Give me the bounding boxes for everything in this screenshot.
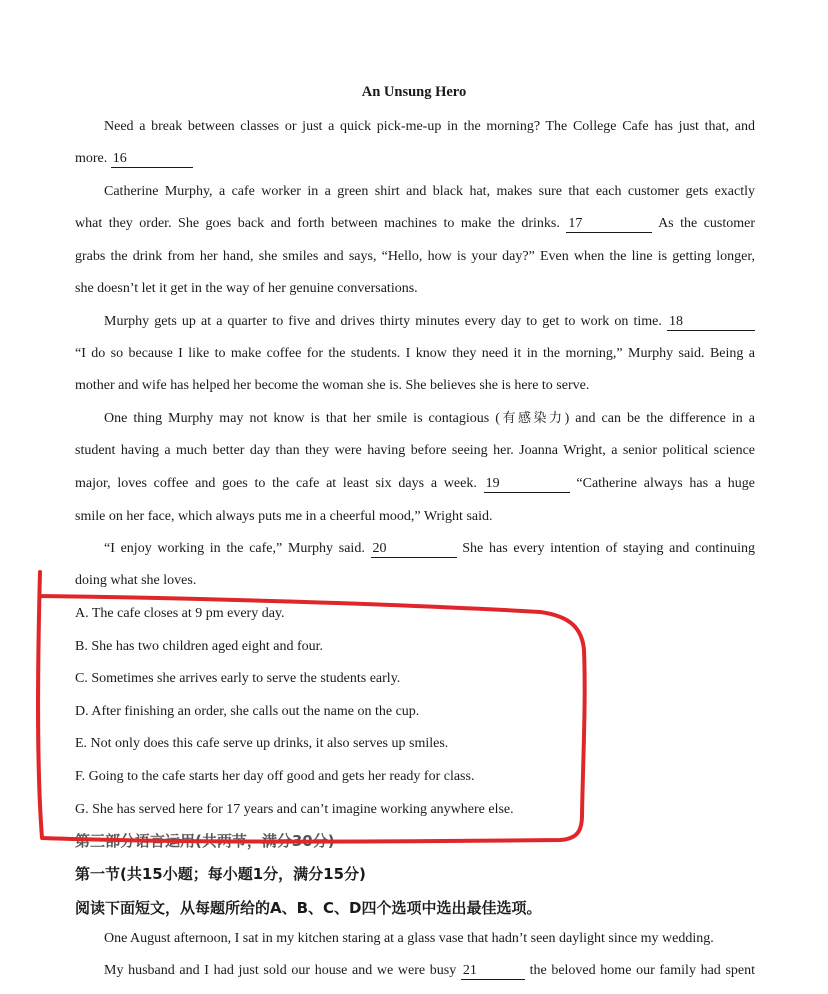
answer-blank-19: 19 bbox=[484, 476, 570, 493]
text-line: she doesn’t let it get in the way of her genuine conversations. bbox=[75, 281, 418, 296]
text-line: mother and wife has helped her become the woman she is. She believes she is here to serve. bbox=[75, 378, 590, 393]
text-line: “I enjoy working in the cafe,” Murphy said. 20 She has every intention of staying and continuing bbox=[104, 541, 755, 556]
text-line: more. 16 bbox=[75, 149, 755, 169]
text-line: Catherine Murphy, a cafe worker in a green shirt and black hat, makes sure that each customer gets exactly bbox=[104, 184, 755, 199]
page-title: An Unsung Hero bbox=[361, 84, 467, 100]
text-line: smile on her face, which always puts me in a cheerful mood,” Wright said. bbox=[75, 509, 493, 524]
answer-blank-17: 17 bbox=[566, 216, 652, 233]
option-b: B. She has two children aged eight and four. bbox=[75, 639, 324, 654]
text-line: My husband and I had just sold our house and we were busy 21 the beloved home our family had spent bbox=[104, 963, 756, 978]
text-line: student having a much better day than they were having before seeing her. Joanna Wright, a senior political science bbox=[75, 443, 755, 458]
answer-blank-21: 21 bbox=[461, 963, 525, 980]
text-line: Murphy gets up at a quarter to five and drives thirty minutes every day to get to work on time. 18 bbox=[104, 312, 755, 332]
section-subheading: 第一节(共15小题；每小题1分，满分15分) bbox=[75, 865, 366, 883]
option-c: C. Sometimes she arrives early to serve the students early. bbox=[75, 671, 401, 686]
option-d: D. After finishing an order, she calls out the name on the cup. bbox=[75, 704, 420, 719]
text-line: doing what she loves. bbox=[75, 573, 197, 588]
option-g: G. She has served here for 17 years and can’t imagine working anywhere else. bbox=[75, 802, 514, 817]
text-line: “I do so because I like to make coffee for the students. I know they need it in the morning,” Murphy said. Being a bbox=[75, 346, 755, 361]
answer-blank-20: 20 bbox=[371, 541, 457, 558]
instruction-text: 阅读下面短文，从每题所给的A、B、C、D四个选项中选出最佳选项。 bbox=[75, 899, 542, 917]
option-a: A. The cafe closes at 9 pm every day. bbox=[75, 606, 285, 621]
text-line: Need a break between classes or just a quick pick-me-up in the morning? The College Cafe has just that, and bbox=[104, 119, 755, 134]
text-line: grabs the drink from her hand, she smiles and says, “Hello, how is your day?” Even when the line is getting longer, bbox=[75, 249, 755, 264]
answer-blank-18: 18 bbox=[667, 314, 755, 331]
text-line: what they order. She goes back and forth between machines to make the drinks. 17 As the customer bbox=[75, 216, 756, 231]
option-e: E. Not only does this cafe serve up drinks, it also serves up smiles. bbox=[75, 736, 449, 751]
text-line: One August afternoon, I sat in my kitchen staring at a glass vase that hadn’t seen daylight since my wedding. bbox=[104, 931, 714, 946]
text-line: major, loves coffee and goes to the cafe at least six days a week. 19 “Catherine always has a huge bbox=[75, 476, 756, 491]
option-f: F. Going to the cafe starts her day off good and gets her ready for class. bbox=[75, 769, 475, 784]
answer-blank-16: 16 bbox=[111, 151, 193, 168]
section-heading: 第三部分语言运用(共两节，满分30分) bbox=[75, 832, 335, 850]
text-line: One thing Murphy may not know is that her smile is contagious (有感染力) and can be the difference in a bbox=[104, 411, 756, 426]
